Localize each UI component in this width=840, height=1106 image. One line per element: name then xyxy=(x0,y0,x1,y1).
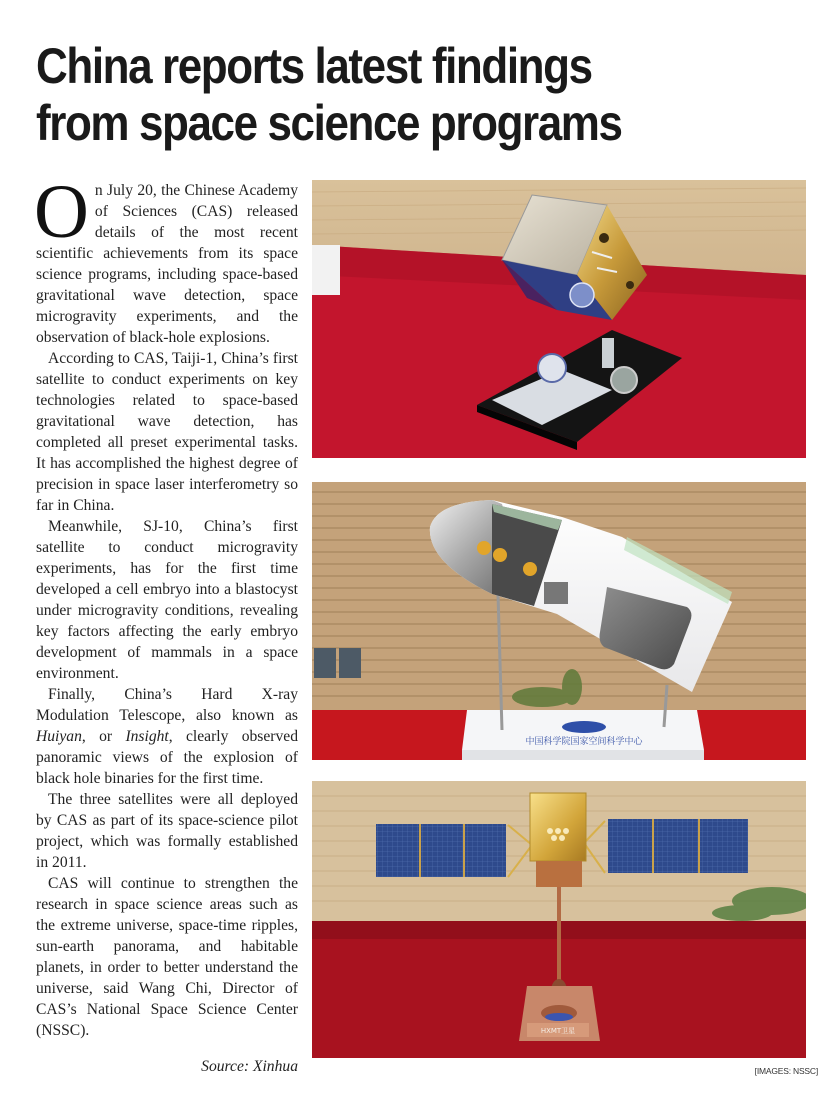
paragraph-5: The three satellites were all deployed by CAS as part of its space-science pilot project, which was formally established in 2011. xyxy=(36,791,298,871)
image-credit: [IMAGES: NSSC] xyxy=(754,1066,818,1076)
paragraph-6: CAS will continue to strengthen the research in space science areas such as the extreme universe, space-time ripples, sun-earth panorama, and habitable planets, in order to better understand the universe, said Wang Chi, Director of CAS’s National Space Science Center (NSSC). xyxy=(36,875,298,1039)
base-label: 中国科学院国家空间科学中心 xyxy=(525,737,643,747)
drop-cap: O xyxy=(34,170,89,254)
headline-line-2: from space science programs xyxy=(36,95,622,151)
paragraph-3: Meanwhile, SJ-10, China’s first satellite to conduct microgravity experiments, has for the first time developed a cell embryo into a blastocyst under microgravity conditions, revealing key factors affecting the early embryo development of mammals in a space environment. xyxy=(36,518,298,682)
base-label: HXMT卫星 xyxy=(540,1027,576,1035)
article-body xyxy=(34,170,299,1041)
paragraph-2: According to CAS, Taiji-1, China’s first satellite to conduct experiments on key technologies related to space-based gravitational wave detection, has completed all preset experimental tasks. It has accomplished the highest degree of precision in space laser interferometry so far in China. xyxy=(36,350,298,514)
headline-line-1: China reports latest findings xyxy=(36,38,592,94)
headline xyxy=(36,38,722,152)
insight-hxmt-satellite-image xyxy=(312,781,806,1058)
photo-sj-10 xyxy=(312,482,806,760)
photo-insight-hxmt xyxy=(312,781,806,1058)
paragraph-1: On July 20, the Chinese Academy of Sciences (CAS) released details of the most recent scientific achievements from its space science programs, including space-based gravitational wave detection, space microgravity experiments, and the observation of black-hole explosions. xyxy=(34,170,298,346)
photo-taiji-1 xyxy=(312,180,806,458)
sj-10-capsule-image xyxy=(312,482,806,760)
paragraph-4: Finally, China’s Hard X-ray Modulation Telescope, also known as Huiyan, or Insight, clearly observed panoramic views of the explosion of black hole binaries for the first time. xyxy=(36,686,299,787)
taiji-1-satellite-image xyxy=(312,180,806,458)
source-credit: Source: Xinhua xyxy=(201,1058,298,1075)
